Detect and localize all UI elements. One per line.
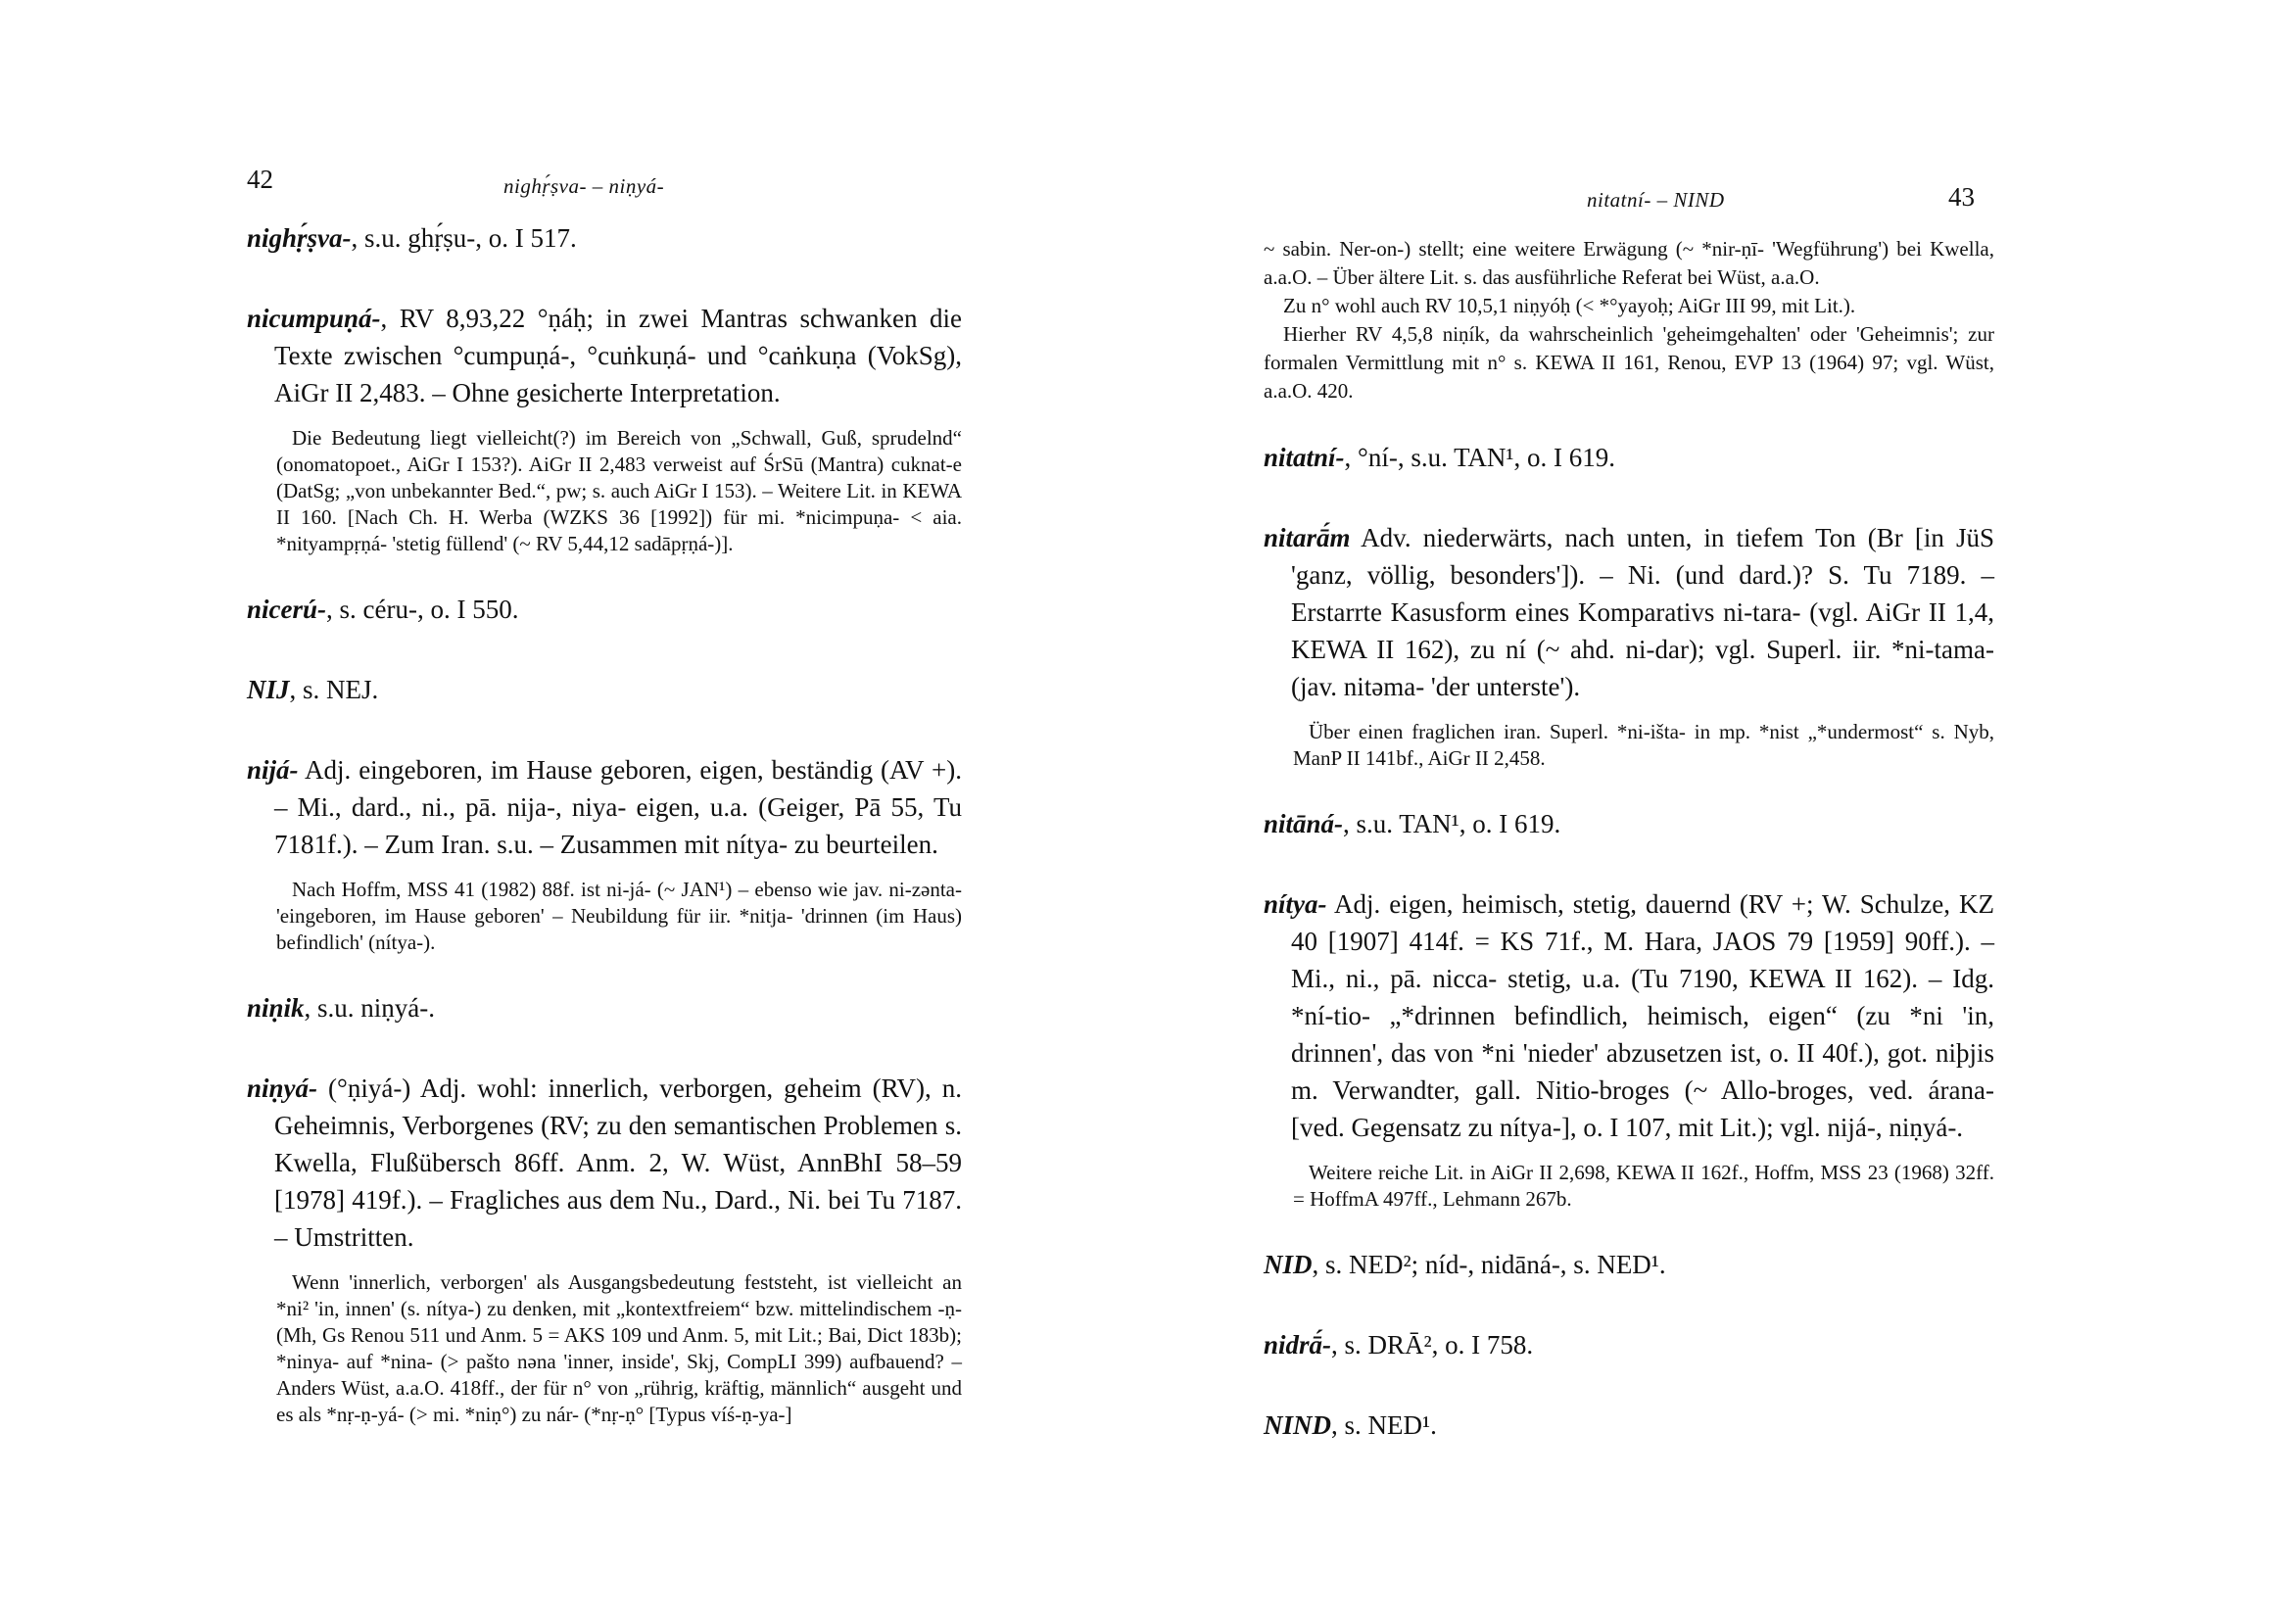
entry-text: Adj. eigen, heimisch, stetig, dauernd (RV +; W. Schulze, KZ 40 [1907] 414f. = KS 71f., M. Hara, JAOS 79 [1959] 90ff.). – Mi., ni., pā. nicca- stetig, u.a. (Tu 7190, KEWA II 162). – Idg. *ní-tio- „*drinnen befindlich, heimisch, eigen“ (zu *ni 'in, drinnen', das von *ni 'nieder' abzusetzen ist, o. II 40f.), got. niþjis m. Verwandter, gall. Nitio-broges (~ Allo-broges, ved. árana- [ved. Gegensatz zu nítya-], o. I 107, mit Lit.); vgl. nijá-, niṇyá-. (1291, 889, 1994, 1142)
note-paragraph: Hierher RV 4,5,8 niṇík, da wahrscheinlich 'geheimgehalten' oder 'Geheimnis'; zur formalen Vermittlung mit n° s. KEWA II 161, Renou, EVP 13 (1964) 97; vgl. Wüst, a.a.O. 420. (1264, 322, 1994, 403)
entry-text: , RV 8,93,22 °ṇáḥ; in zwei Mantras schwanken die Texte zwischen °cumpuṇá-, °cuṅkuṇá- und °caṅkuṇa (VokSg), AiGr II 2,483. – Ohne gesicherte Interpretation. (274, 304, 962, 407)
entry-text: , s. céru-, o. I 550. (326, 595, 519, 624)
right-page (1264, 0, 1994, 1622)
right-column (1264, 235, 1994, 1487)
note-paragraph: Wenn 'innerlich, verborgen' als Ausgangsbedeutung feststeht, ist vielleicht an *ni² 'in, innen' (s. nítya-) zu denken, mit „kontextfreiem“ bzw. mittelindischem -ṇ- (Mh, Gs Renou 511 und Anm. 5 = AKS 109 und Anm. 5, mit Lit.; Bai, Dict 183b); *ninya- auf *nina- (> pašto nəna 'inner, inside', Skj, CompLI 399) aufbauend? – Anders Wüst, a.a.O. 418ff., der für n° von „rührig, kräftig, männlich“ ausgeht und es als *nṛ-ṇ-yá- (> mi. *niṇ°) zu nár- (*nṛ-ṇ° [Typus víś-ṇ-ya-] (276, 1270, 962, 1426)
dictionary-entry (247, 989, 962, 1026)
dictionary-entry (1264, 805, 1994, 842)
dictionary-entry (247, 300, 962, 411)
dictionary-entry (1264, 1246, 1994, 1283)
dictionary-entry (247, 219, 962, 257)
entry-text: , s. NEJ. (289, 675, 379, 704)
entry-note (247, 425, 962, 557)
entry-lemma: NIND (1264, 1410, 1332, 1440)
dictionary-entry (1264, 885, 1994, 1146)
entry-lemma: niṇik (247, 993, 305, 1023)
dictionary-entry (1264, 439, 1994, 476)
entry-text: , s.u. ghṛ́ṣu-, o. I 517. (351, 223, 577, 253)
entry-lemma: nitāná- (1264, 809, 1344, 838)
entry-lemma: NID (1264, 1250, 1313, 1279)
note-paragraph: ~ sabin. Ner-on-) stellt; eine weitere Erwägung (~ *nir-ṇī- 'Wegführung') bei Kwella, a.a.O. – Über ältere Lit. s. das ausführliche Referat bei Wüst, a.a.O. (1264, 237, 1994, 289)
entry-lemma: nicerú- (247, 595, 326, 624)
note-paragraph: Zu n° wohl auch RV 10,5,1 niṇyóḥ (< *°yayoḥ; AiGr III 99, mit Lit.). (1283, 294, 1856, 317)
entry-text: Adj. eingeboren, im Hause geboren, eigen, beständig (AV +). – Mi., dard., ni., pā. nija-, niya- eigen, u.a. (Geiger, Pā 55, Tu 7181f.). – Zum Iran. s.u. – Zusammen mit nítya- zu beurteilen. (274, 755, 962, 859)
continued-note (1264, 235, 1994, 406)
dictionary-entry (247, 671, 962, 708)
entry-text: (°ṇiyá-) Adj. wohl: innerlich, verborgen, geheim (RV), n. Geheimnis, Verborgenes (RV; zu den semantischen Problemen s. Kwella, Flußübersch 86ff. Anm. 2, W. Wüst, AnnBhI 58–59 [1978] 419f.). – Fragliches aus dem Nu., Dard., Ni. bei Tu 7187. – Umstritten. (274, 1073, 962, 1252)
entry-text: , s. DRĀ², o. I 758. (1331, 1330, 1534, 1360)
entry-lemma: nitatní- (1264, 443, 1345, 472)
entry-note (247, 877, 962, 956)
note-paragraph: Die Bedeutung liegt vielleicht(?) im Bereich von „Schwall, Guß, sprudelnd“ (onomatopoet., AiGr I 153?). AiGr II 2,483 verweist auf ŚrSū (Mantra) cuknat-e (DatSg; „von unbekannter Bed.“, pw; s. auch AiGr I 153). – Weitere Lit. in KEWA II 160. [Nach Ch. H. Werba (WZKS 36 [1992]) für mi. *nicimpuṇa- < aia. *nityampṛṇá- 'stetig füllend' (~ RV 5,44,12 sadāpṛṇá-)]. (276, 426, 962, 555)
entry-note (247, 1269, 962, 1428)
dictionary-entry (247, 751, 962, 863)
entry-lemma: nicumpuṇá- (247, 304, 381, 333)
entry-text: , s. NED¹. (1331, 1410, 1437, 1440)
dictionary-entry (247, 591, 962, 628)
entry-lemma: nitarā́m (1264, 523, 1351, 552)
entry-note (1264, 1160, 1994, 1213)
entry-text: , s. NED²; níd-, nidāná-, s. NED¹. (1312, 1250, 1666, 1279)
dictionary-entry (1264, 1407, 1994, 1444)
entry-text: , s.u. niṇyá-. (304, 993, 436, 1023)
entry-lemma: nidrā́- (1264, 1330, 1332, 1360)
note-paragraph: Nach Hoffm, MSS 41 (1982) 88f. ist ni-já- (~ JAN¹) – ebenso wie jav. ni-zənta- 'eingeboren, im Hause geboren' – Neubildung für iir. *nitja- 'drinnen (im Haus) befindlich' (nítya-). (276, 878, 962, 954)
dictionary-entry (247, 1070, 962, 1256)
dictionary-entry (1264, 519, 1994, 705)
running-head: nitatní- – NIND (1587, 188, 1725, 212)
left-page (247, 0, 962, 1622)
page-number: 43 (1948, 182, 1975, 212)
entry-text: , °ní-, s.u. TAN¹, o. I 619. (1344, 443, 1616, 472)
entry-lemma: nighṛ́ṣva- (247, 223, 352, 253)
note-paragraph: Über einen fraglichen iran. Superl. *ni-išta- in mp. *nist „*undermost“ s. Nyb, ManP II 141bf., AiGr II 2,458. (1293, 720, 1994, 770)
note-paragraph: Weitere reiche Lit. in AiGr II 2,698, KEWA II 162f., Hoffm, MSS 23 (1968) 32ff. = HoffmA 497ff., Lehmann 267b. (1293, 1161, 1994, 1211)
running-head: nighṛ́ṣva- – niṇyá- (503, 174, 665, 198)
page-number: 42 (247, 165, 273, 194)
entry-text: Adv. niederwärts, nach unten, in tiefem Ton (Br [in JüS 'ganz, völlig, besonders']). – Ni. (und dard.)? S. Tu 7189. – Erstarrte Kasusform eines Komparativs ni-tara- (vgl. AiGr II 1,4, KEWA II 162), zu ní (~ ahd. ni-dar); vgl. Superl. iir. *ni-tama- (jav. nitəma- 'der unterste'). (1291, 523, 1994, 701)
entry-lemma: NIJ (247, 675, 290, 704)
entry-lemma: nijá- (247, 755, 299, 785)
left-column (247, 219, 962, 1461)
dictionary-entry (1264, 1326, 1994, 1363)
entry-note (1264, 719, 1994, 772)
entry-lemma: nítya- (1264, 889, 1327, 919)
entry-text: , s.u. TAN¹, o. I 619. (1343, 809, 1561, 838)
entry-lemma: niṇyá- (247, 1073, 318, 1103)
